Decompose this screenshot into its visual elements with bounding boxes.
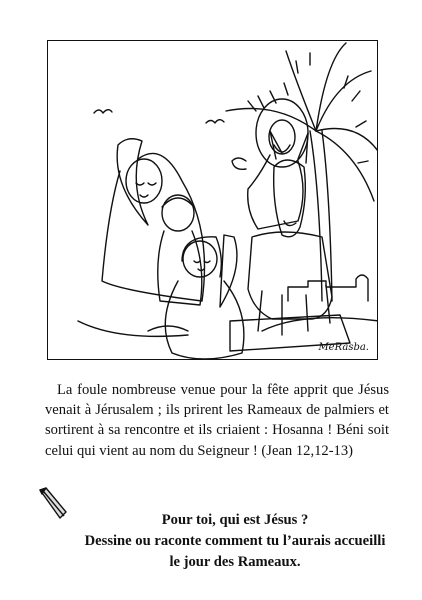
coloring-illustration [47,40,378,360]
pencil-icon [36,486,68,520]
prompt-question: Pour toi, qui est Jésus ? [161,512,309,528]
city-walls [288,275,368,301]
prompt-instruction: Dessine ou raconte comment tu l’aurais accueilli [84,533,386,549]
bird-icon [206,120,224,123]
palm-tree [226,43,378,301]
palm-branch [117,139,148,225]
artist-signature: MeRasba. [318,342,369,353]
drawing-prompt [70,510,400,573]
palm-sunday-drawing [48,41,378,360]
prompt-instruction-end: le jour des Rameaux. [169,554,301,570]
bible-verse: La foule nombreuse venue pour la fête apprit que Jésus venait à Jérusalem ; ils prirent les Rameaux de palmiers et sortirent à sa rencontre et ils criaient : Hosanna ! Béni soit celui qui vient au nom du Seigneur ! (Jean 12,12-13) [45,382,389,459]
child-figure [158,195,202,305]
woman-with-palm [78,139,205,337]
bird-icon [94,110,112,113]
